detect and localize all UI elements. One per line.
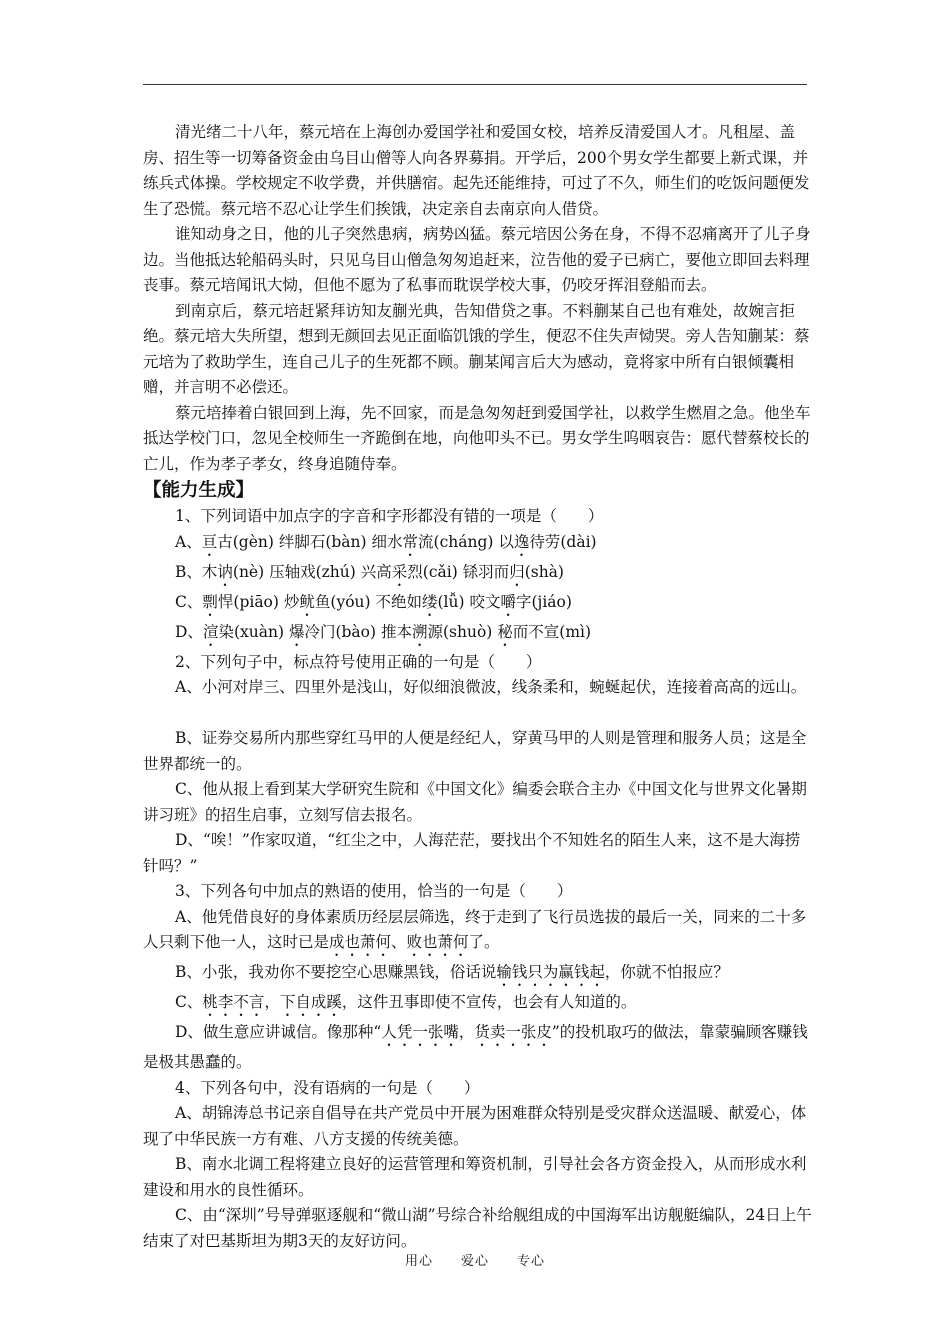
q3-option-c: C、桃李不言，下自成蹊，这件丑事即使不宣传，也会有人知道的。 [175,993,637,1011]
q2-stem: 2、下列句子中，标点符号使用正确的一句是（ ） [175,652,542,671]
q4-option-b: B、南水北调工程将建立良好的运营管理和筹资机制，引导社会各方资金投入，从而形成水利建设和用水的良性循环。 [143,1155,807,1199]
q1-option-c: C、剽悍(piāo) 炒鱿鱼(yóu) 不绝如缕(lǚ) 咬文嚼字(jiáo) [175,592,572,611]
q4-option-a: A、胡锦涛总书记亲自倡导在共产党员中开展为困难群众特别是受灾群众送温暖、献爱心，体现了中华民族一方有难、八方支援的传统美德。 [143,1104,807,1148]
q1-stem: 1、下列词语中加点字的字音和字形都没有错的一项是（ ） [175,507,604,525]
section-title: 【能力生成】 [143,480,255,501]
q2-option-d: D、“唉！”作家叹道，“红尘之中，人海茫茫，要找出个不知姓名的陌生人来，这不是大海捞针吗？” [143,831,801,875]
passage-paragraph-2: 谁知动身之日，他的儿子突然患病，病势凶猛。蔡元培因公务在身，不得不忍痛离开了儿子身边。当他抵达轮船码头时，只见乌目山僧急匆匆追赶来，泣告他的爱子已病亡，要他立即回去料理丧事。蔡元培闻讯大恸，但他不愿为了私事而耽误学校大事，仍咬牙挥泪登船而去。 [143,225,811,294]
q3-stem: 3、下列各句中加点的熟语的使用，恰当的一句是（ ） [175,882,573,900]
passage-paragraph-3: 到南京后，蔡元培赶紧拜访知友蒯光典，告知借贷之事。不料蒯某自己也有难处，故婉言拒绝。蔡元培大失所望，想到无颜回去见正面临饥饿的学生，便忍不住失声恸哭。旁人告知蒯某：蔡元培为了救助学生，连自己儿子的生死都不顾。蒯某闻言后大为感动，竟将家中所有白银倾囊相赠，并言明不必偿还。 [143,301,810,396]
q2-option-b: B、证券交易所内那些穿红马甲的人便是经纪人，穿黄马甲的人则是管理和服务人员；这是全世界都统一的。 [143,729,807,773]
header-rule [143,84,807,85]
q1-option-a: A、亘古(gèn) 绊脚石(bàn) 细水常流(cháng) 以逸待劳(dài) [175,532,597,551]
q2-option-a: A、小河对岸三、四里外是浅山，好似细浪微波，线条柔和，蜿蜒起伏，连接着高高的远山。 [175,678,807,696]
q2-option-c: C、他从报上看到某大学研究生院和《中国文化》编委会联合主办《中国文化与世界文化暑期讲习班》的招生启事，立刻写信去报名。 [143,780,807,824]
blank-line [143,701,813,727]
document-body [143,120,813,1254]
page-footer: 用心 爱心 专心 [404,1254,545,1269]
q4-stem: 4、下列各句中，没有语病的一句是（ ） [175,1078,480,1097]
passage-paragraph-4: 蔡元培捧着白银回到上海，先不回家，而是急匆匆赶到爱国学社，以救学生燃眉之急。他坐车抵达学校门口，忽见全校师生一齐跪倒在地，向他叩头不已。男女学生呜咽哀告：愿代替蔡校长的亡儿，作为孝子孝女，终身追随侍奉。 [143,403,811,473]
q1-option-d: D、渲染(xuàn) 爆冷门(bào) 推本溯源(shuò) 秘而不宣(mì) [175,622,592,641]
q4-option-c: C、由“深圳”号导弹驱逐舰和“微山湖”号综合补给舰组成的中国海军出访舰艇编队，24日上午结束了对巴基斯坦为期3天的友好访问。 [143,1206,812,1250]
q1-option-b: B、木讷(nè) 压轴戏(zhú) 兴高采烈(cǎi) 铩羽而归(shà) [175,562,564,581]
q3-option-b: B、小张，我劝你不要挖空心思赚黑钱，俗话说输钱只为赢钱起，你就不怕报应？ [175,963,729,981]
q3-option-a: A、他凭借良好的身体素质历经层层筛选，终于走到了飞行员选拔的最后一关，同来的二十多人只剩下他一人，这时已是成也萧何、败也萧何了。 [143,907,807,951]
q3-option-d: D、做生意应讲诚信。像那种“人凭一张嘴，货卖一张皮”的投机取巧的做法，靠蒙骗顾客赚钱是极其愚蠢的。 [143,1023,808,1071]
passage-paragraph-1: 清光绪二十八年，蔡元培在上海创办爱国学社和爱国女校，培养反清爱国人才。凡租屋、盖房、招生等一切筹备资金由乌目山僧等人向各界募捐。开学后，200个男女学生都要上新式课，并练兵式体操。学校规定不收学费，并供膳宿。起先还能维持，可过了不久，师生们的吃饭问题便发生了恐慌。蔡元培不忍心让学生们挨饿，决定亲自去南京向人借贷。 [143,123,810,218]
